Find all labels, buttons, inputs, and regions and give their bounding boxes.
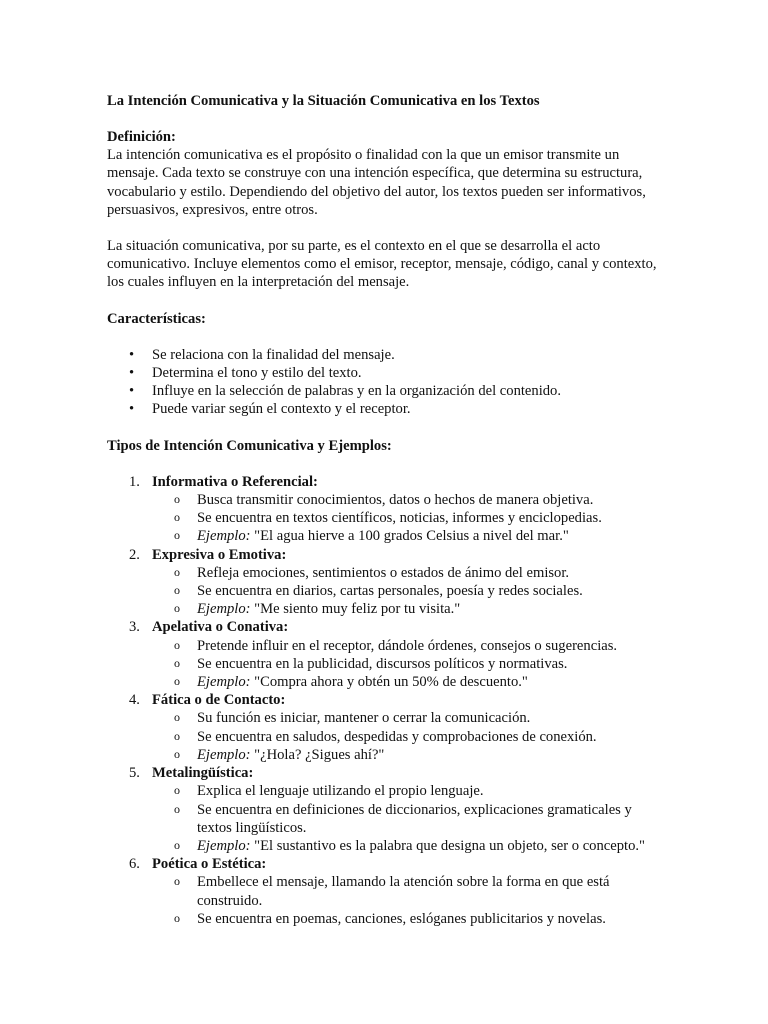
list-item: o Explica el lenguaje utilizando el propio lenguaje. [174,783,484,800]
circle-bullet-icon: o [174,710,180,725]
circle-bullet-icon: o [174,637,180,652]
circle-bullet-icon: o [174,674,180,689]
list-item: o Se encuentra en textos científicos, noticias, informes y enciclopedias. [174,510,602,527]
type-points [152,637,667,692]
example-item [174,746,667,764]
type-item-metalinguistica [107,764,667,855]
document-page [107,92,667,928]
example-item [174,600,667,618]
type-item-fatica [107,691,667,764]
list-item: o Su función es iniciar, mantener o cerrar la comunicación. [174,710,531,727]
list-item: o Pretende influir en el receptor, dándole órdenes, consejos o sugerencias. [174,637,618,654]
circle-bullet-icon: o [174,910,180,925]
list-item: o Se encuentra en poemas, canciones, eslóganes publicitarios y novelas. [174,910,606,927]
circle-bullet-icon: o [174,783,180,798]
type-number: 4. [129,692,140,709]
list-item: o Embellece el mensaje, llamando la atención sobre la forma en que está construido. [174,874,610,909]
type-points [152,782,667,855]
type-number: 1. [129,473,140,490]
definition-paragraph-1: La intención comunicativa es el propósito o finalidad con la que un emisor transmite un mensaje. Cada texto se construye con una intención específica, que determina su estructura, vocabulario y estilo. Dependiendo del objetivo del autor, los textos pueden ser informativos, persuasivos, expresivos, entre otros. [107,147,646,218]
circle-bullet-icon: o [174,655,180,670]
circle-bullet-icon: o [174,564,180,579]
circle-bullet-icon: o [174,874,180,889]
circle-bullet-icon: o [174,492,180,507]
types-heading: Tipos de Intención Comunicativa y Ejemplos: [107,437,392,454]
list-item: • Puede variar según el contexto y el receptor. [152,400,667,418]
type-label: Informativa o Referencial: [152,473,318,490]
circle-bullet-icon: o [174,583,180,598]
types-list [107,473,667,928]
circle-bullet-icon: o [174,746,180,761]
type-label: Metalingüística: [152,765,254,782]
type-number: 5. [129,765,140,782]
list-item: o Se encuentra en la publicidad, discursos políticos y normativas. [174,655,568,672]
circle-bullet-icon: o [174,510,180,525]
type-item-poetica [107,855,667,928]
type-item-apelativa [107,618,667,691]
list-item: o Busca transmitir conocimientos, datos o hechos de manera objetiva. [174,492,594,509]
definition-heading: Definición: [107,129,176,145]
type-points [152,873,667,928]
type-item-informativa [107,473,667,546]
type-points [152,564,667,619]
type-points [152,491,667,546]
document-title: La Intención Comunicativa y la Situación Comunicativa en los Textos [107,93,540,109]
example-item [174,673,667,691]
list-item: • Determina el tono y estilo del texto. [152,364,667,382]
example-label: Ejemplo: [197,746,251,763]
type-label: Poética o Estética: [152,856,267,873]
type-points [152,709,667,764]
list-item: o Refleja emociones, sentimientos o estados de ánimo del emisor. [174,564,570,581]
type-label: Expresiva o Emotiva: [152,546,287,563]
example-label: Ejemplo: [197,601,251,618]
circle-bullet-icon: o [174,728,180,743]
example-label: Ejemplo: [197,837,251,854]
type-item-expresiva [107,546,667,619]
definition-paragraph-2: La situación comunicativa, por su parte, es el contexto en el que se desarrolla el acto comunicativo. Incluye elementos como el emisor, receptor, mensaje, código, canal y contexto, los cuales influyen en la interpretación del mensaje. [107,238,657,291]
characteristics-heading: Características: [107,310,206,327]
list-item: o Se encuentra en definiciones de diccionarios, explicaciones gramaticales y textos lingüísticos. [174,801,632,836]
example-text: "Compra ahora y obtén un 50% de descuento." [250,674,528,691]
example-text: "El sustantivo es la palabra que designa un objeto, ser o concepto." [250,837,645,854]
example-item [174,527,667,545]
circle-bullet-icon: o [174,837,180,852]
example-text: "El agua hierve a 100 grados Celsius a nivel del mar." [250,528,569,545]
characteristics-list [107,346,667,419]
type-label: Fática o de Contacto: [152,692,286,709]
example-label: Ejemplo: [197,674,251,691]
example-text: "Me siento muy feliz por tu visita." [250,601,461,618]
example-text: "¿Hola? ¿Sigues ahí?" [250,746,385,763]
list-item: • Influye en la selección de palabras y en la organización del contenido. [152,382,667,400]
list-item: o Se encuentra en saludos, despedidas y comprobaciones de conexión. [174,728,597,745]
example-item [174,837,667,855]
list-item: o Se encuentra en diarios, cartas personales, poesía y redes sociales. [174,583,583,600]
type-number: 3. [129,619,140,636]
list-item: • Se relaciona con la finalidad del mensaje. [152,346,667,364]
circle-bullet-icon: o [174,601,180,616]
definition-section [107,128,667,219]
circle-bullet-icon: o [174,528,180,543]
type-number: 2. [129,546,140,563]
circle-bullet-icon: o [174,801,180,816]
example-label: Ejemplo: [197,528,251,545]
type-number: 6. [129,856,140,873]
type-label: Apelativa o Conativa: [152,619,289,636]
